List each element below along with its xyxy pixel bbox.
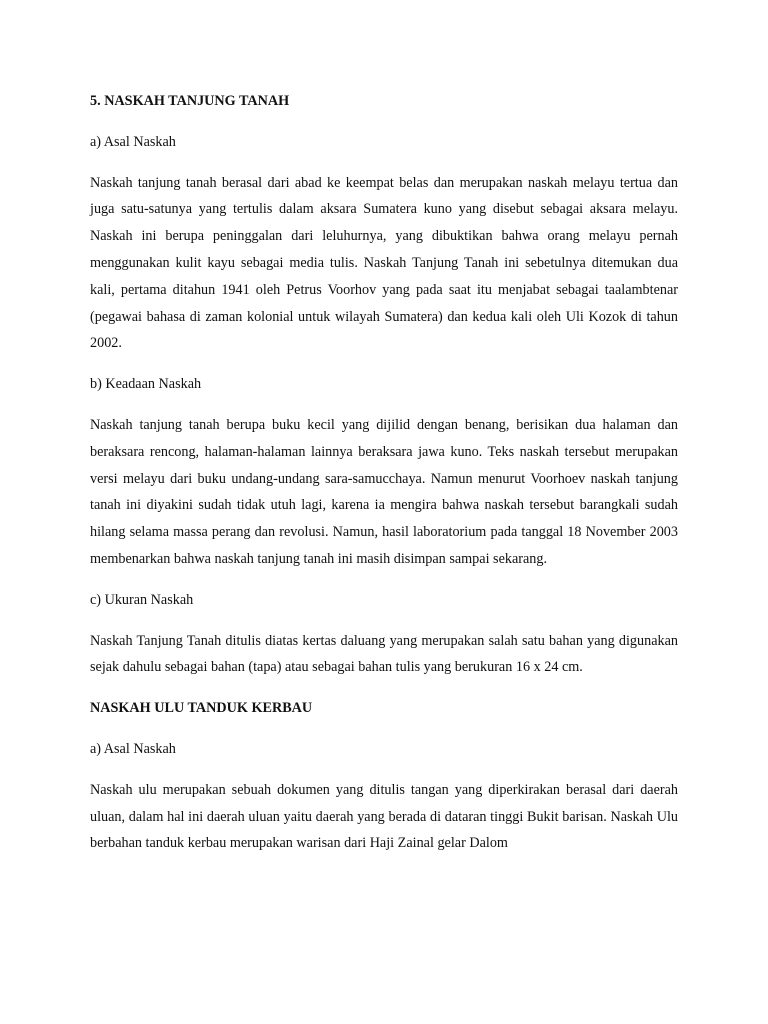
paragraph-ukuran-naskah: Naskah Tanjung Tanah ditulis diatas kertas daluang yang merupakan salah satu bahan yang digunakan sejak dahulu sebagai bahan (tapa) atau sebagai bahan tulis yang berukuran 16 x 24 cm.	[90, 632, 678, 676]
section-heading-ulu-tanduk-kerbau: NASKAH ULU TANDUK KERBAU	[90, 700, 313, 717]
section-heading-tanjung-tanah: 5. NASKAH TANJUNG TANAH	[90, 93, 290, 109]
paragraph-asal-naskah-ulu: Naskah ulu merupakan sebuah dokumen yang ditulis tangan yang diperkirakan berasal dari daerah uluan, dalam hal ini daerah uluan yaitu daerah yang berada di dataran tinggi Bukit barisan. Naskah Ulu berbahan tanduk kerbau merupakan warisan dari Haji Zainal gelar Dalom	[90, 781, 678, 852]
subheading-keadaan-naskah: b) Keadaan Naskah	[90, 376, 202, 393]
paragraph-asal-naskah: Naskah tanjung tanah berasal dari abad ke keempat belas dan merupakan naskah melayu tertua dan juga satu-satunya yang tertulis dalam aksara Sumatera kuno yang disebut sebagai aksara melayu. Naskah ini berupa peninggalan dari leluhurnya, yang dibuktikan bahwa orang melayu pernah menggunakan kulit kayu sebagai media tulis. Naskah Tanjung Tanah ini sebetulnya ditemukan dua kali, pertama ditahun 1941 oleh Petrus Voorhov yang pada saat itu menjabat sebagai taalambtenar (pegawai bahasa di zaman kolonial untuk wilayah Sumatera) dan kedua kali oleh Uli Kozok di tahun 2002.	[90, 174, 678, 352]
subheading-asal-naskah-ulu: a) Asal Naskah	[90, 740, 176, 757]
subheading-ukuran-naskah: c) Ukuran Naskah	[90, 591, 194, 608]
subheading-asal-naskah: a) Asal Naskah	[90, 133, 176, 150]
paragraph-keadaan-naskah: Naskah tanjung tanah berupa buku kecil yang dijilid dengan benang, berisikan dua halaman dan beraksara rencong, halaman-halaman lainnya beraksara jawa kuno. Teks naskah tersebut merupakan versi melayu dari buku undang-undang sara-samucchaya. Namun menurut Voorhoev naskah tanjung tanah ini diyakini sudah tidak utuh lagi, karena ia mengira bahwa naskah tersebut barangkali sudah hilang selama massa perang dan revolusi. Namun, hasil laboratorium pada tanggal 18 November 2003 membenarkan bahwa naskah tanjung tanah ini masih disimpan sampai sekarang.	[90, 416, 678, 567]
document-content	[90, 88, 678, 871]
